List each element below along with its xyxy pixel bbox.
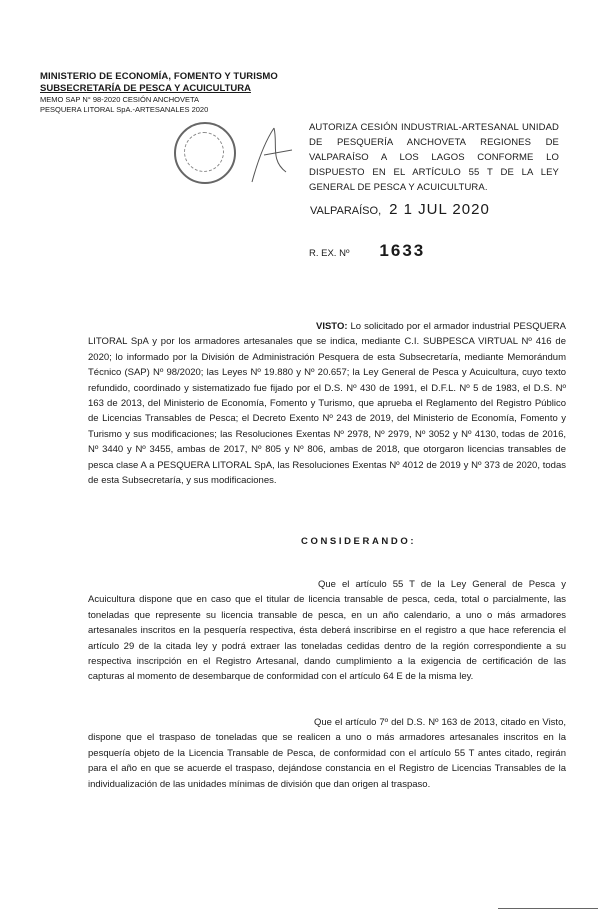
footer-divider: [498, 908, 598, 909]
considerando-paragraph-2: Que el artículo 7º del D.S. Nº 163 de 2013, citado en Visto, dispone que el traspaso de toneladas que se realicen a uno o más armadores artesanales inscritos en la pesquería objeto de la Licencia Transable de Pesca, de conformidad con el artículo 55 T antes citado, regirán para el año en que se acuerde el traspaso, dejándose constancia en el Registro de Licencias Transables de la individualización de las unidades mínimas de división que dan origen al traspaso.: [88, 717, 566, 790]
official-seal-icon: [174, 122, 236, 184]
date-value: 2 1 JUL 2020: [389, 201, 490, 218]
visto-label: VISTO:: [316, 321, 348, 332]
visto-paragraph: [88, 319, 566, 488]
subject-reference: PESQUERA LITORAL SpA.-ARTESANALES 2020: [40, 105, 209, 114]
considerando-paragraph-1: Que el artículo 55 T de la Ley General de Pesca y Acuicultura dispone que en caso que el titular de licencia transable de pesca, ceda, total o parcialmente, las toneladas que represente su licencia transable de pesca, en un año calendario, a uno o más armadores artesanales inscritos en la pesquería respectiva, ésta deberá inscribirse en el registro a que hace referencia el artículo 29 de la citada ley y podrá extraer las toneladas cedidas dentro de la región correspondiente a su respectiva inscripción en el Registro Artesanal, dando cumplimiento a la exigencia de certificación de las capturas al momento de desembarque de conformidad con el artículo 64 E de la misma ley.: [88, 579, 566, 683]
ministry-name: MINISTERIO DE ECONOMÍA, FOMENTO Y TURISMO: [40, 71, 278, 82]
date-place: VALPARAÍSO,: [310, 205, 382, 217]
considerando-heading: CONSIDERANDO:: [301, 536, 417, 547]
resolution-label: R. EX. Nº: [309, 248, 350, 259]
signature-icon: [244, 120, 304, 190]
visto-text: Lo solicitado por el armador industrial PESQUERA LITORAL SpA y por los armadores artesanales que se indica, mediante C.I. SUBPESCA VIRTUAL Nº 416 de 2020; lo informado por la División de Administración Pesquera de esta Subsecretaría, mediante Memorándum Técnico (SAP) Nº 98/2020; las Leyes Nº 19.880 y Nº 20.657; la Ley General de Pesca y Acuicultura, cuyo texto refundido, coordinado y sistematizado fue fijado por el D.S. Nº 430 de 1991, el D.F.L. Nº 5 de 1983, el D.S. Nº 163 de 2013, del Ministerio de Economía, Fomento y Turismo, que aprueba el Reglamento del Registro Público de Licencias Transables de Pesca; el Decreto Exento Nº 243 de 2019, del Ministerio de Economía, Fomento y Turismo y sus modificaciones; las Resoluciones Exentas Nº 2978, Nº 2979, Nº 3052 y Nº 4130, todas de 2016, Nº 3440 y Nº 3455, ambas de 2017, Nº 805 y Nº 806, ambas de 2018, que otorgaron licencias transables de pesca clase A a PESQUERA LITORAL SpA, las Resoluciones Exentas Nº 4012 de 2019 y Nº 373 de 2020, todas de esta Subsecretaría, y sus modificaciones.: [88, 321, 566, 487]
memo-reference: MEMO SAP N° 98-2020 CESIÓN ANCHOVETA: [40, 95, 200, 104]
resolution-number: [309, 241, 425, 261]
document-title: AUTORIZA CESIÓN INDUSTRIAL-ARTESANAL UNIDAD DE PESQUERÍA ANCHOVETA REGIONES DE VALPARAÍSO A LOS LAGOS CONFORME LO DISPUESTO EN EL ARTÍCULO 55 T DE LA LEY GENERAL DE PESCA Y ACUICULTURA.: [309, 122, 559, 193]
letterhead: [40, 71, 290, 115]
issue-date: [310, 201, 490, 218]
undersecretariat-name: SUBSECRETARÍA DE PESCA Y ACUICULTURA: [40, 83, 251, 94]
resolution-value: 1633: [379, 241, 426, 260]
